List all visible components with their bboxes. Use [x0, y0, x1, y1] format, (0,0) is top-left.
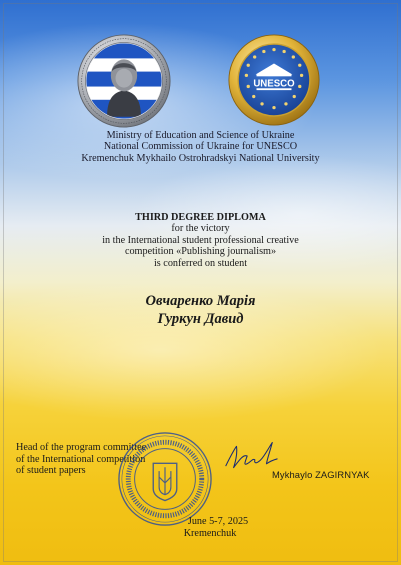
committee-line: Head of the program committee — [16, 442, 147, 453]
issuing-organizations — [0, 130, 401, 164]
diploma-line: in the International student professional creative — [102, 234, 299, 246]
event-date: June 5-7, 2025 — [187, 516, 249, 527]
committee-line: of the International competition — [16, 453, 146, 465]
signer-name: Mykhaylo ZAGIRNYAK — [272, 469, 370, 480]
unesco-label: UNESCO — [253, 78, 295, 90]
diploma-line: is conferred on student — [153, 257, 248, 269]
date-and-place — [160, 516, 260, 539]
diploma-line: for the victory — [171, 223, 230, 235]
event-city: Kremenchuk — [183, 527, 237, 539]
header-line-commission: National Commission of Ukraine for UNESCO — [103, 141, 298, 153]
recipient-name: Овчаренко Марія — [145, 293, 256, 309]
diploma-title: THIRD DEGREE DIPLOMA — [135, 212, 266, 223]
recipient-names — [0, 292, 401, 328]
official-seal-icon — [116, 430, 214, 528]
university-emblem-icon — [77, 34, 171, 128]
header-line-university: Kremenchuk Mykhailo Ostrohradskyi National University — [81, 152, 320, 164]
committee-line: of student papers — [16, 465, 86, 477]
diploma-text — [0, 212, 401, 269]
diploma-line: competition «Publishing journalism» — [124, 246, 277, 258]
unesco-emblem-icon — [228, 34, 320, 126]
recipient-name: Гуркун Давид — [157, 311, 244, 327]
header-line-ministry: Ministry of Education and Science of Ukraine — [106, 130, 295, 141]
